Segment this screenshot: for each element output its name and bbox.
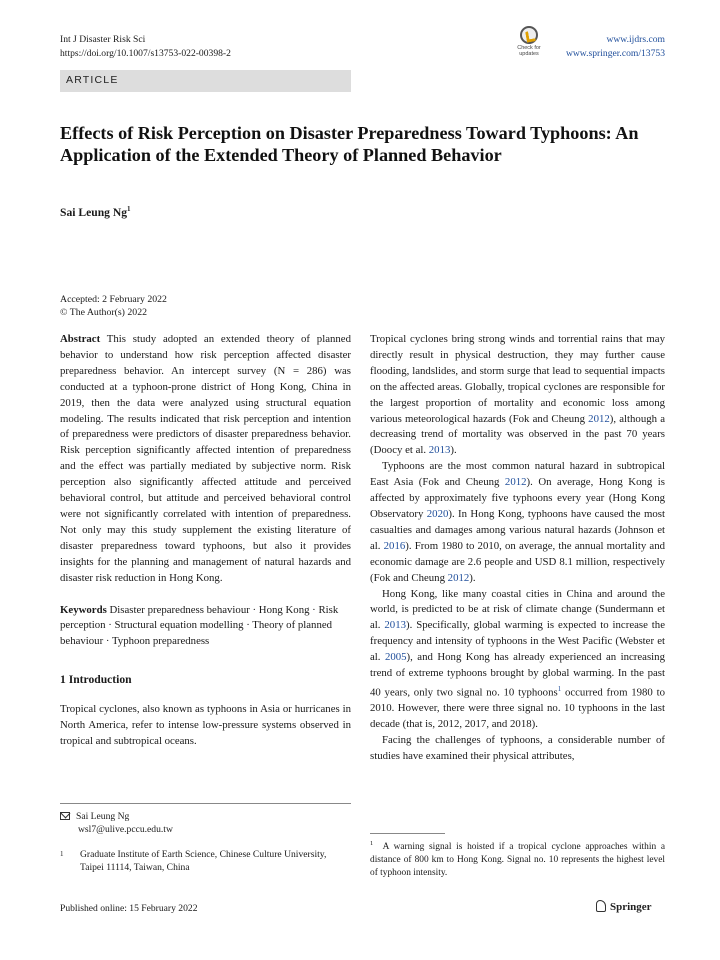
publisher-name: Springer: [610, 901, 652, 913]
left-column: [60, 332, 351, 750]
affiliation-text: Graduate Institute of Earth Science, Chinese Culture University, Taipei 11114, Taiwan, China: [80, 849, 327, 873]
publisher-logo: [596, 900, 652, 913]
author-affiliation-marker: 1: [127, 205, 131, 213]
keywords-paragraph: [60, 603, 351, 651]
abstract-label: Abstract: [60, 333, 101, 345]
check-updates-label: Check for updates: [517, 45, 541, 57]
citation-link[interactable]: 2012: [504, 476, 527, 489]
introduction-heading: 1 Introduction: [60, 673, 132, 687]
keywords-text: Disaster preparedness behaviour · Hong Kong · Risk perception · Structural equation modelling · Theory of planned behaviour · Typhoon preparedness: [60, 603, 339, 648]
correspondence-email[interactable]: wsl7@ulive.pccu.edu.tw: [78, 824, 173, 835]
correspondence-block: [60, 810, 173, 836]
site-link-springer[interactable]: www.springer.com/13753: [565, 47, 665, 59]
check-for-updates-badge[interactable]: [511, 26, 547, 60]
citation-link[interactable]: 2012: [447, 571, 470, 584]
citation-link[interactable]: 2016: [383, 539, 406, 552]
affiliation-block: [60, 848, 351, 874]
article-type-band: ARTICLE: [60, 70, 351, 92]
author-name[interactable]: Sai Leung Ng: [60, 205, 128, 219]
article-dates: [60, 293, 167, 319]
footnote-separator-right: [370, 833, 445, 834]
footnote-number: 1: [370, 840, 374, 847]
envelope-icon: [60, 812, 70, 820]
copyright-line: © The Author(s) 2022: [60, 307, 147, 318]
citation-link[interactable]: 2012: [588, 412, 610, 425]
check-updates-icon: [520, 26, 538, 44]
footnote-separator: [60, 803, 351, 804]
footnote-text: A warning signal is hoisted if a tropical cyclone approaches within a distance of 800 km to Hong Kong. Signal no. 10 represents the highest level of typhoon intensity.: [370, 842, 665, 878]
springer-horse-icon: [596, 900, 606, 912]
citation-link[interactable]: 2005: [384, 651, 407, 664]
affiliation-number: 1: [60, 850, 64, 858]
article-title: Effects of Risk Perception on Disaster Preparedness Toward Typhoons: An Application of the Extended Theory of Planned Behavior: [60, 123, 639, 165]
right-column: [370, 332, 665, 765]
body-paragraph-2: Typhoons are the most common natural hazard in subtropical East Asia (Fok and Cheung 2012). On average, Hong Kong is affected by approximately five typhoons every year (Hong Kong Observatory 2020). In Hong Kong, typhoons have caused the most casualties and damages among various natural hazards (Johnson et al. 2016). From 1980 to 2010, on average, the annual mortality and economic damage are 2.6 people and USD 8.1 million, respectively (Fok and Cheung 2012).: [370, 460, 666, 584]
citation-link[interactable]: 2013: [428, 444, 451, 457]
footnote-marker[interactable]: 1: [557, 684, 562, 693]
correspondence-name: Sai Leung Ng: [76, 811, 130, 822]
intro-paragraph: Tropical cyclones, also known as typhoons in Asia or hurricanes in North America, refer to intense low-pressure systems observed in tropical and subtropical oceans.: [60, 703, 351, 747]
accepted-date: Accepted: 2 February 2022: [60, 294, 167, 305]
author-line: [60, 205, 131, 219]
body-paragraph-1: Tropical cyclones bring strong winds and torrential rains that may directly result in physical destruction, they may further cause flooding, landslides, and storm surge that lead to sequential impacts on the affected areas. Globally, tropical cyclones are responsible for the largest proportion of mortality and economic loss among various meteorological hazards (Fok and Cheung 2012), although a decreasing trend of mortality was observed in the past 70 years (Doocy et al. 2013).: [370, 333, 665, 457]
published-online: Published online: 15 February 2022: [60, 903, 198, 914]
doi-link[interactable]: https://doi.org/10.1007/s13753-022-00398-2: [60, 47, 231, 59]
citation-link[interactable]: 2020: [426, 507, 449, 520]
body-paragraph-3: Hong Kong, like many coastal cities in China and around the world, is predicted to be at risk of climate change (Sundermann et al. 2013). Specifically, global warming is expected to increase the frequency and intensity of typhoons in the West Pacific (Webster et al. 2005), and Hong Kong has already experienced an increasing trend of extreme typhoons brought by global warming. In the past 40 years, only two signal no. 10 typhoons$^1$ occurred from 1980 to 2010. However, there were three signal no. 10 typhoons in the last decade (that is, 2012, 2017, and 2018).: [370, 587, 665, 731]
journal-name: Int J Disaster Risk Sci: [60, 34, 146, 45]
journal-header: [60, 33, 231, 60]
footnote: [370, 838, 665, 880]
site-link-ijdrs[interactable]: www.ijdrs.com: [606, 34, 665, 45]
journal-websites: [566, 33, 665, 60]
keywords-label: Keywords: [60, 603, 107, 616]
abstract-paragraph: [60, 332, 351, 587]
body-paragraph-4: Facing the challenges of typhoons, a considerable number of studies have examined their physical attributes,: [370, 734, 665, 763]
citation-link[interactable]: 2013: [384, 619, 406, 632]
abstract-text: This study adopted an extended theory of planned behavior to understand how risk perception affected disaster preparedness behavior. An intercept survey (N = 286) was conducted at a typhoon-prone district of Hong Kong, China in 2019, then the data were analyzed using structural equation modeling. The results indicated that risk perception and intention of preparedness were predictors of disaster preparedness behavior. Risk perception significantly affected intention of preparedness and the effect was partially mediated by subjective norm. Risk perception also significantly affected attitude and perceived behavioral control, but attitude and perceived behavioral control were not significantly correlated with intention of preparedness. Not only may this study supplement the existing literature of disaster preparedness toward typhoons, but also it provides insights for the planning and management of natural hazards and disaster risk reduction in Hong Kong.: [60, 333, 351, 584]
